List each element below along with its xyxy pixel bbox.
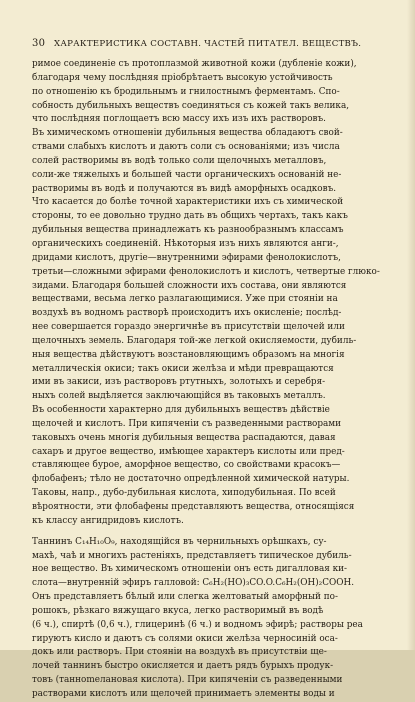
page-header <box>32 38 388 52</box>
running-title: ХАРАКТЕРИСТИКА СОСТАВН. ЧАСТЕЙ ПИТАТЕЛ. ВЕЩЕСТВЪ. <box>54 39 362 49</box>
text-line: Въ химическомъ отношеніи дубильныя вещества обладаютъ свой- <box>32 128 343 139</box>
text-line: лочей таннинъ быстро окисляется и даетъ рядъ бурыхъ продук- <box>32 661 334 672</box>
text-line: стороны, то ее довольно трудно дать въ общихъ чертахъ, такъ какъ <box>32 211 348 222</box>
text-line: ими въ закиси, изъ растворовъ ртутныхъ, золотыхъ и серебря- <box>32 377 326 388</box>
text-line: соли-же тяжелыхъ и большей части органическихъ основаній не- <box>32 169 342 180</box>
text-line: вѣроятности, эти флобафены представляютъ вещества, относящіяся <box>32 502 355 512</box>
page-number: 30 <box>32 38 46 49</box>
text-line: Въ особенности характерно для дубильныхъ веществъ дѣйствіе <box>32 405 330 416</box>
text-line: Что касается до болѣе точной характеристики ихъ съ химической <box>32 197 344 208</box>
text-line: щелочныхъ земель. Благодаря той-же легкой окисляемости, дубиль- <box>32 335 357 346</box>
text-line: ставляющее бурое, аморфное вещество, со свойствами красокъ— <box>32 460 341 471</box>
text-line: Онъ представляетъ бѣлый или слегка желтоватый аморфный по- <box>32 592 338 603</box>
text-line: воздухѣ въ водномъ растворѣ происходитъ ихъ окисленіе; послѣд- <box>32 308 342 319</box>
text-line: по отношенію къ бродильнымъ и гнилостнымъ ферментамъ. Спо- <box>32 86 340 97</box>
text-line: ныхъ солей выдѣляется заключающійся въ таковыхъ металлъ. <box>32 391 326 402</box>
text-line: Таннинъ C₁₄H₁₀O₉, находящійся въ чернильныхъ орѣшкахъ, су- <box>32 536 327 547</box>
text-line: что послѣдняя поглощаетъ всю массу ихъ изъ ихъ растворовъ. <box>32 114 326 125</box>
text-line: махѣ, чаѣ и многихъ растеніяхъ, представляетъ типическое дубиль- <box>32 550 352 561</box>
paragraph-gap <box>32 529 388 536</box>
paragraph-2 <box>32 536 388 702</box>
text-line: растворимы въ водѣ и получаются въ видѣ аморфныхъ осадковъ. <box>32 183 337 194</box>
text-line: таковыхъ очень многія дубильныя вещества распадаются, давая <box>32 432 336 443</box>
text-line: ное вещество. Въ химическомъ отношеніи онъ есть дигалловая ки- <box>32 564 348 575</box>
text-line: нее совершается гораздо энергичнѣе въ присутствіи щелочей или <box>32 322 345 333</box>
text-line: римое соединеніе съ протоплазмой животной кожи (дубленіе кожи), <box>32 59 357 69</box>
text-line: третьи—сложными эфирами фенолокислотъ и кислотъ, четвертые глюко- <box>32 266 380 277</box>
text-line: (6 ч.), спиртѣ (0,6 ч.), глицеринѣ (6 ч.) и водномъ эфирѣ; растворы реа <box>32 619 363 630</box>
page-body <box>32 58 388 702</box>
text-line: рошокъ, рѣзкаго вяжущаго вкуса, легко растворимый въ водѣ <box>32 605 324 616</box>
text-line: благодаря чему послѣдняя пріобрѣтаетъ высокую устойчивость <box>32 72 333 83</box>
text-line: зидами. Благодаря большей сложности ихъ состава, они являются <box>32 280 347 291</box>
text-line: дубильныя вещества принадлежатъ къ разнообразнымъ классамъ <box>32 225 344 236</box>
text-line: щелочей и кислотъ. При кипяченіи съ разведенными растворами <box>32 418 342 429</box>
paragraph-1 <box>32 58 388 529</box>
text-line: ныя вещества дѣйствуютъ возстановляющимъ образомъ на многія <box>32 349 345 360</box>
text-line: солей растворимы въ водѣ только соли щелочныхъ металловъ, <box>32 155 327 166</box>
text-line: ствами слабыхъ кислотъ и даютъ соли съ основаніями; изъ числа <box>32 142 340 153</box>
paper-edge-shadow <box>407 0 415 650</box>
text-line: гируютъ кисло и даютъ съ солями окиси желѣза черносиній оса- <box>32 633 338 644</box>
text-line: товъ (таннomелановая кислота). При кипяченіи съ разведенными <box>32 675 343 686</box>
text-line: къ классу ангидридовъ кислотъ. <box>32 515 184 526</box>
text-line: органическихъ соединеній. Нѣкоторыя изъ нихъ являются анги-, <box>32 238 339 249</box>
text-line: металлическія окиси; такъ окиси желѣза и мѣди превращаются <box>32 363 334 374</box>
text-line: докъ или растворъ. При стояніи на воздухѣ въ присутствіи ще- <box>32 647 327 658</box>
text-line: сахаръ и другое вещество, имѣющее характеръ кислоты или пред- <box>32 446 345 457</box>
text-line: флобафенъ; тѣло не достаточно опредѣленной химической натуры. <box>32 474 350 485</box>
text-line: собность дубильныхъ веществъ соединяться съ кожей такъ велика, <box>32 100 350 111</box>
text-line: растворами кислотъ или щелочей принимаетъ элементы воды и <box>32 688 335 699</box>
text-line: Таковы, напр., дубо-дубильная кислота, хиподубильная. По всей <box>32 488 336 499</box>
text-line: дридами кислотъ, другіе—внутренними эфирами фенолокислотъ, <box>32 252 341 263</box>
text-line: веществами, весьма легко разлагающимися. Уже при стояніи на <box>32 294 338 305</box>
text-line: слота—внутренній эфиръ галловой: C₆H₂(HO)₃CO.O.C₆H₂(OH)₂COOH. <box>32 578 355 589</box>
